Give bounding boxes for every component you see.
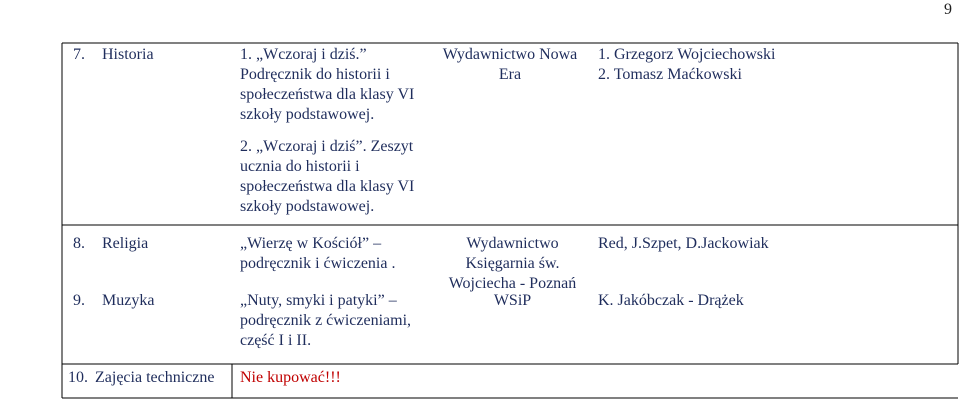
page-number: 9 bbox=[944, 1, 952, 18]
row-10-number: 10. bbox=[68, 369, 88, 386]
row-7-subject: Historia bbox=[102, 46, 154, 63]
row-7-title-2: 2. „Wczoraj i dziś”. Zeszyt ucznia do historii i społeczeństwa dla klasy VI szkoły podstawowej. bbox=[240, 138, 415, 215]
row-7-publisher: Wydawnictwo Nowa Era bbox=[442, 46, 578, 83]
row-7-author-1: 1. Grzegorz Wojciechowski bbox=[598, 46, 776, 63]
row-8-publisher: Wydawnictwo Księgarnia św. Wojciecha - Poznań bbox=[448, 235, 577, 292]
row-8-subject: Religia bbox=[102, 235, 149, 252]
row-7-number: 7. bbox=[73, 46, 85, 63]
row-7-author-2: 2. Tomasz Maćkowski bbox=[598, 66, 742, 83]
row-9-number: 9. bbox=[73, 292, 85, 309]
row-7-title-1: 1. „Wczoraj i dziś.” Podręcznik do historii i społeczeństwa dla klasy VI szkoły podstawowej. bbox=[240, 46, 415, 123]
row-8-number: 8. bbox=[73, 235, 85, 252]
row-9-authors: K. Jakóbczak - Drążek bbox=[598, 292, 744, 309]
row-9-subject: Muzyka bbox=[102, 292, 155, 309]
row-8-title: „Wierzę w Kościół” – podręcznik i ćwiczenia . bbox=[240, 235, 396, 272]
row-8-authors: Red, J.Szpet, D.Jackowiak bbox=[598, 235, 769, 252]
row-9-publisher: WSiP bbox=[493, 292, 532, 309]
row-9-title: „Nuty, smyki i patyki” – podręcznik z ćwiczeniami, część I i II. bbox=[240, 292, 412, 349]
row-10-subject: Zajęcia techniczne bbox=[95, 369, 215, 386]
row-10-note: Nie kupować!!! bbox=[240, 369, 341, 386]
